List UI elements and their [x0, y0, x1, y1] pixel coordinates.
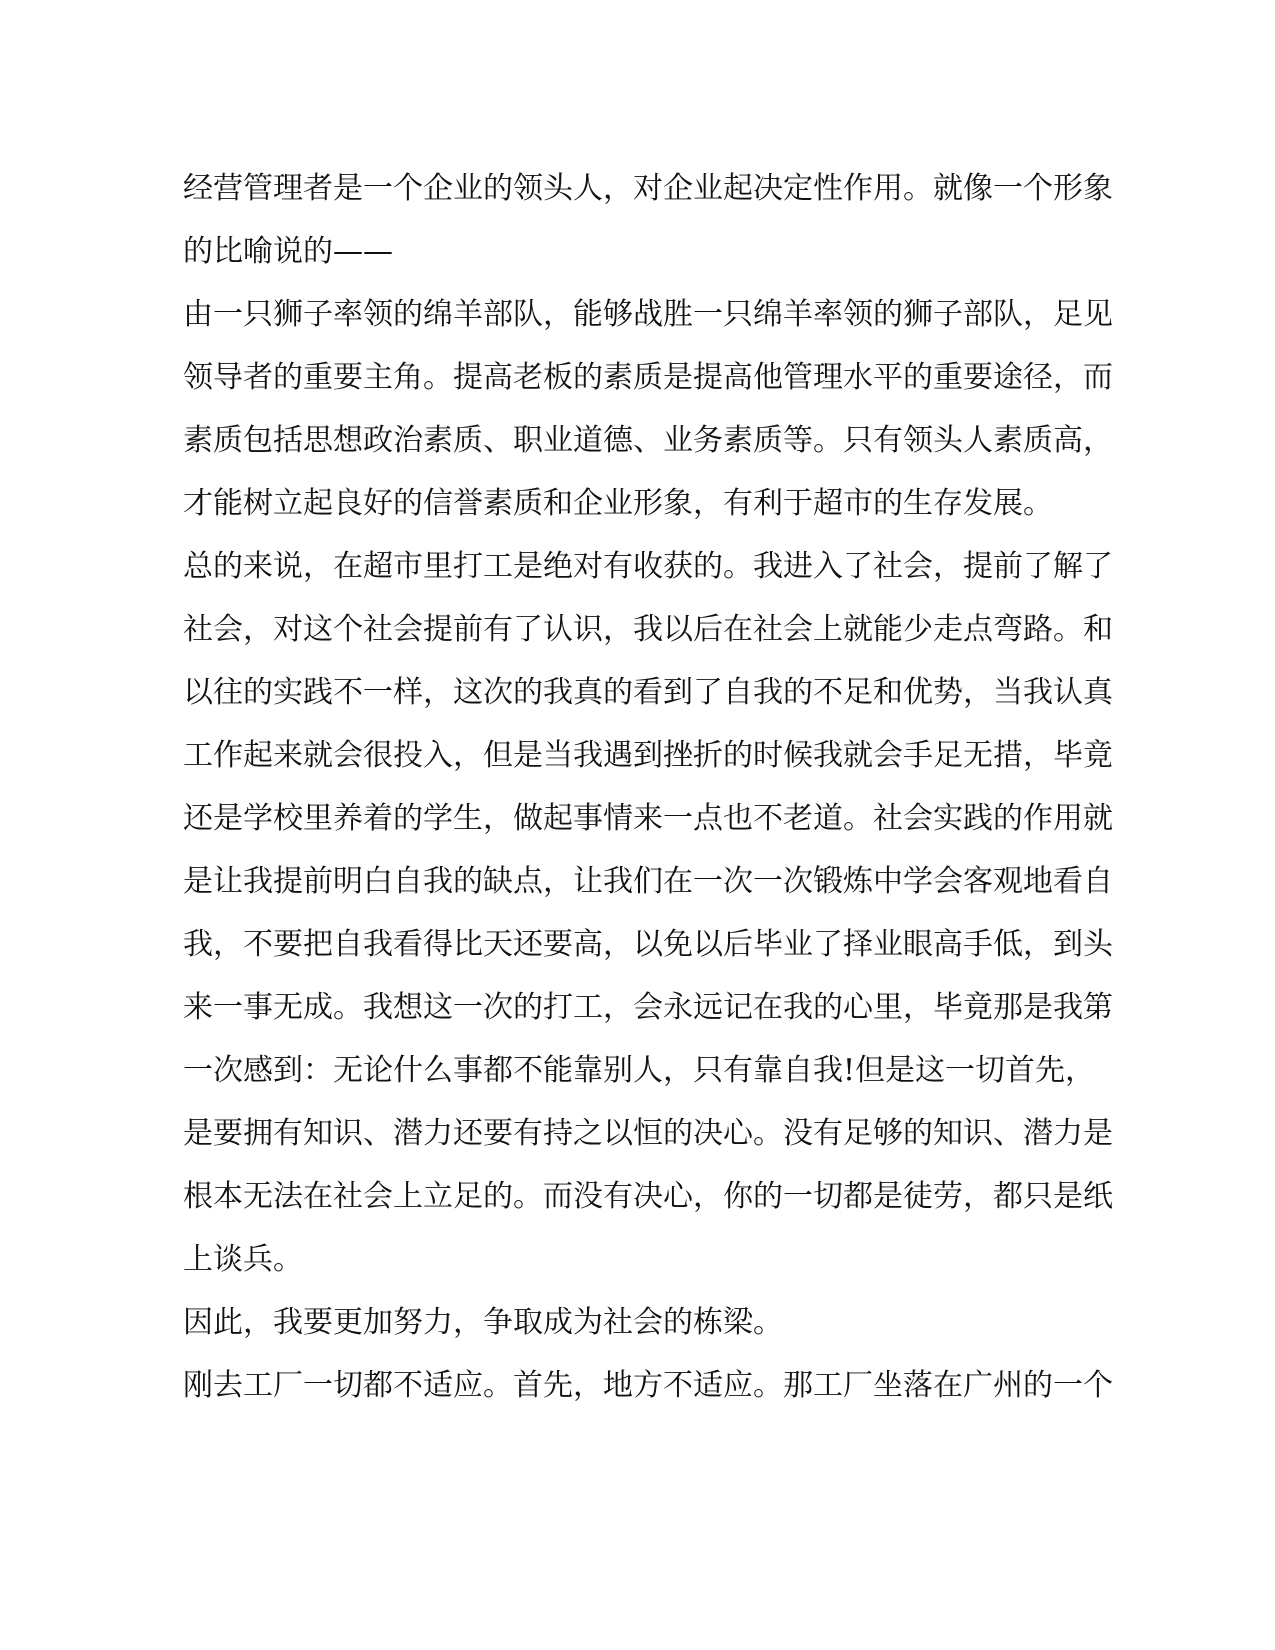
text-line: 总的来说，在超市里打工是绝对有收获的。我进入了社会，提前了解了	[183, 549, 1113, 584]
body-text	[183, 157, 1113, 1417]
text-line: 的比喻说的——	[183, 234, 393, 269]
text-line: 根本无法在社会上立足的。而没有决心，你的一切都是徒劳，都只是纸	[183, 1179, 1113, 1214]
text-line: 素质包括思想政治素质、职业道德、业务素质等。只有领头人素质高，	[183, 423, 1113, 458]
text-line: 领导者的重要主角。提高老板的素质是提高他管理水平的重要途径，而	[183, 360, 1113, 395]
text-line: 我，不要把自我看得比天还要高，以免以后毕业了择业眼高手低，到头	[183, 927, 1113, 962]
text-line: 上谈兵。	[183, 1242, 303, 1277]
text-line: 以往的实践不一样，这次的我真的看到了自我的不足和优势，当我认真	[183, 675, 1113, 710]
text-line: 是让我提前明白自我的缺点，让我们在一次一次锻炼中学会客观地看自	[183, 864, 1113, 899]
text-line: 来一事无成。我想这一次的打工，会永远记在我的心里，毕竟那是我第	[183, 990, 1113, 1025]
text-line: 因此，我要更加努力，争取成为社会的栋梁。	[183, 1305, 783, 1340]
text-line: 由一只狮子率领的绵羊部队，能够战胜一只绵羊率领的狮子部队，足见	[183, 297, 1113, 332]
text-line: 社会，对这个社会提前有了认识，我以后在社会上就能少走点弯路。和	[183, 612, 1113, 647]
text-line: 还是学校里养着的学生，做起事情来一点也不老道。社会实践的作用就	[183, 801, 1113, 836]
text-line: 才能树立起良好的信誉素质和企业形象，有利于超市的生存发展。	[183, 486, 1053, 521]
text-line: 是要拥有知识、潜力还要有持之以恒的决心。没有足够的知识、潜力是	[183, 1116, 1113, 1151]
text-line: 一次感到：无论什么事都不能靠别人，只有靠自我!但是这一切首先，	[183, 1053, 1096, 1088]
text-line: 经营管理者是一个企业的领头人，对企业起决定性作用。就像一个形象	[183, 171, 1113, 206]
text-line: 刚去工厂一切都不适应。首先，地方不适应。那工厂坐落在广州的一个	[183, 1368, 1113, 1403]
text-line: 工作起来就会很投入，但是当我遇到挫折的时候我就会手足无措，毕竟	[183, 738, 1113, 773]
